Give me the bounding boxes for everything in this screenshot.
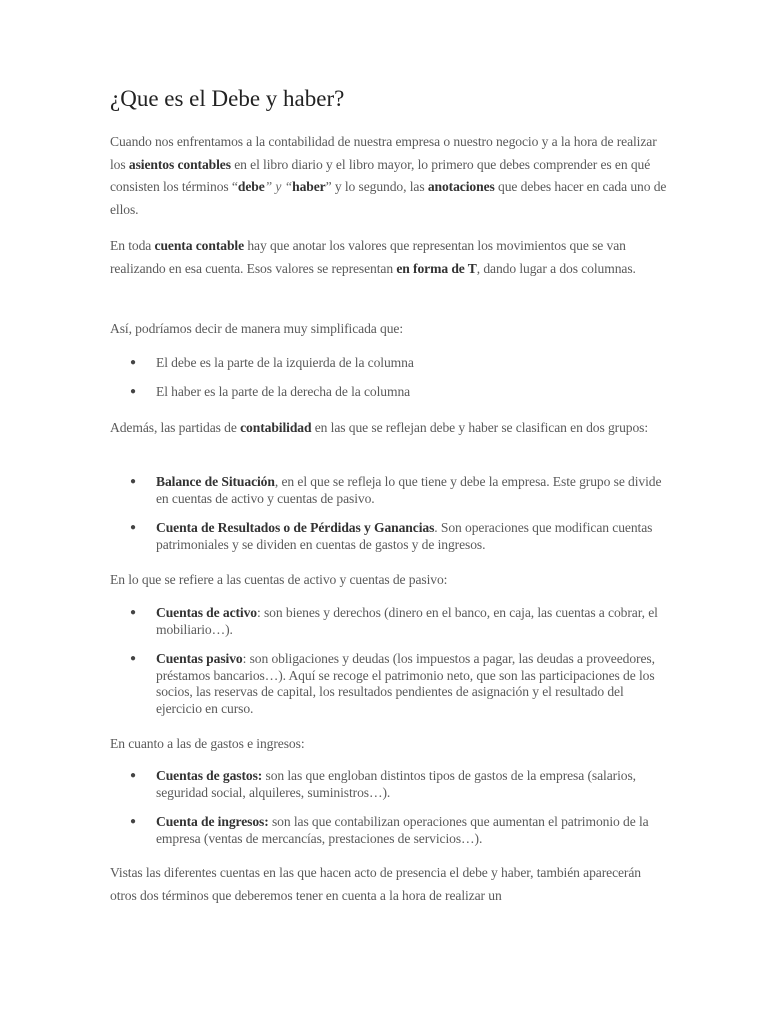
bold-term: contabilidad [240, 420, 312, 435]
text-span: . Son operaciones que modifican cuentas patrimoniales y se dividen en cuentas de gastos y de ingresos. [156, 520, 653, 552]
bold-term: Balance de Situación [156, 474, 275, 489]
list-item [130, 814, 670, 847]
list-item [130, 605, 670, 638]
text-span: en el libro diario y el libro mayor, lo primero que debes comprender es en qué consisten los términos “ [110, 156, 651, 194]
intro-paragraph [110, 131, 670, 221]
list-item-text [156, 768, 670, 801]
bold-term: anotaciones [427, 179, 495, 194]
closing-paragraph: Vistas las diferentes cuentas en las que hacen acto de presencia el debe y haber, también aparecerán otros dos términos que deberemos tener en cuenta a la hora de realizar un [110, 865, 641, 903]
list-item [130, 474, 670, 507]
bold-term: Cuentas de activo [156, 605, 258, 620]
list-item-text [156, 605, 670, 638]
text-span: son las que contabilizan operaciones que aumentan el patrimonio de la empresa (ventas de mercancías, prestaciones de servicios…). [156, 814, 649, 846]
bullet-icon: ● [130, 770, 136, 781]
list-item [130, 384, 670, 401]
groups-paragraph [110, 417, 670, 440]
list-item [130, 651, 670, 717]
bullet-icon: ● [130, 653, 136, 664]
text-span: en las que se reflejan debe y haber se clasifican en dos grupos: [311, 420, 649, 435]
bold-term: Cuenta de ingresos: [156, 814, 269, 829]
bullet-icon: ● [130, 607, 136, 618]
list-item [130, 768, 670, 801]
list-item-text [156, 520, 670, 553]
bold-term: Cuentas pasivo [156, 651, 243, 666]
bullet-icon: ● [130, 476, 136, 487]
text-span: , en el que se refleja lo que tiene y debe la empresa. Este grupo se divide en cuentas de activo y cuentas de pasivo. [156, 474, 662, 506]
page-title: ¿Que es el Debe y haber? [110, 86, 345, 111]
bold-term: asientos contables [128, 156, 231, 172]
assets-paragraph: En lo que se refiere a las cuentas de activo y cuentas de pasivo: [110, 572, 448, 587]
list-item-text [156, 814, 670, 847]
bullet-icon: ● [130, 522, 136, 533]
bold-term: Cuenta de Resultados o de Pérdidas y Ganancias [156, 520, 435, 535]
bold-term: en forma de T [396, 260, 477, 276]
text-span: ” y lo segundo, las [325, 179, 428, 194]
list-item-text: El haber es la parte de la derecha de la columna [156, 384, 411, 399]
bold-term: haber [292, 179, 326, 194]
bold-term: cuenta contable [154, 238, 245, 253]
list-item [130, 355, 670, 372]
quote-marks: ” y “ [264, 179, 293, 194]
text-span: Además, las partidas de [110, 420, 241, 435]
account-paragraph [110, 235, 670, 280]
bullet-icon: ● [130, 386, 136, 397]
list-item-text [156, 474, 670, 507]
list-item [130, 520, 670, 553]
text-span: , dando lugar a dos columnas. [476, 260, 636, 276]
text-span: : son bienes y derechos (dinero en el banco, en caja, las cuentas a cobrar, el mobiliario…). [156, 605, 658, 637]
text-span: que debes hacer en cada uno de ellos. [110, 179, 667, 217]
list-item-text: El debe es la parte de la izquierda de la columna [156, 355, 414, 370]
list-item-text [156, 651, 670, 717]
text-span: hay que anotar los valores que representan los movimientos que se van realizando en esa cuenta. Esos valores se representan [110, 238, 626, 276]
text-span: : son obligaciones y deudas (los impuestos a pagar, las deudas a proveedores, préstamos bancarios…). Aquí se recoge el patrimonio neto, que son las participaciones de los socios, las reservas de capital, los resultados pendientes de asignación y el resultado del ejercicio en curso. [156, 651, 655, 716]
expenses-paragraph: En cuanto a las de gastos e ingresos: [110, 736, 305, 751]
text-span: son las que engloban distintos tipos de gastos de la empresa (salarios, seguridad social, alquileres, suministros…). [156, 768, 636, 800]
simplified-paragraph: Así, podríamos decir de manera muy simplificada que: [110, 321, 404, 336]
bold-term: debe [237, 179, 265, 194]
text-span: En toda [110, 238, 155, 253]
bold-term: Cuentas de gastos: [156, 768, 263, 783]
bullet-icon: ● [130, 357, 136, 368]
text-span: Cuando nos enfrentamos a la contabilidad de nuestra empresa o nuestro negocio y a la hora de realizar los [110, 134, 657, 172]
bullet-icon: ● [130, 816, 136, 827]
